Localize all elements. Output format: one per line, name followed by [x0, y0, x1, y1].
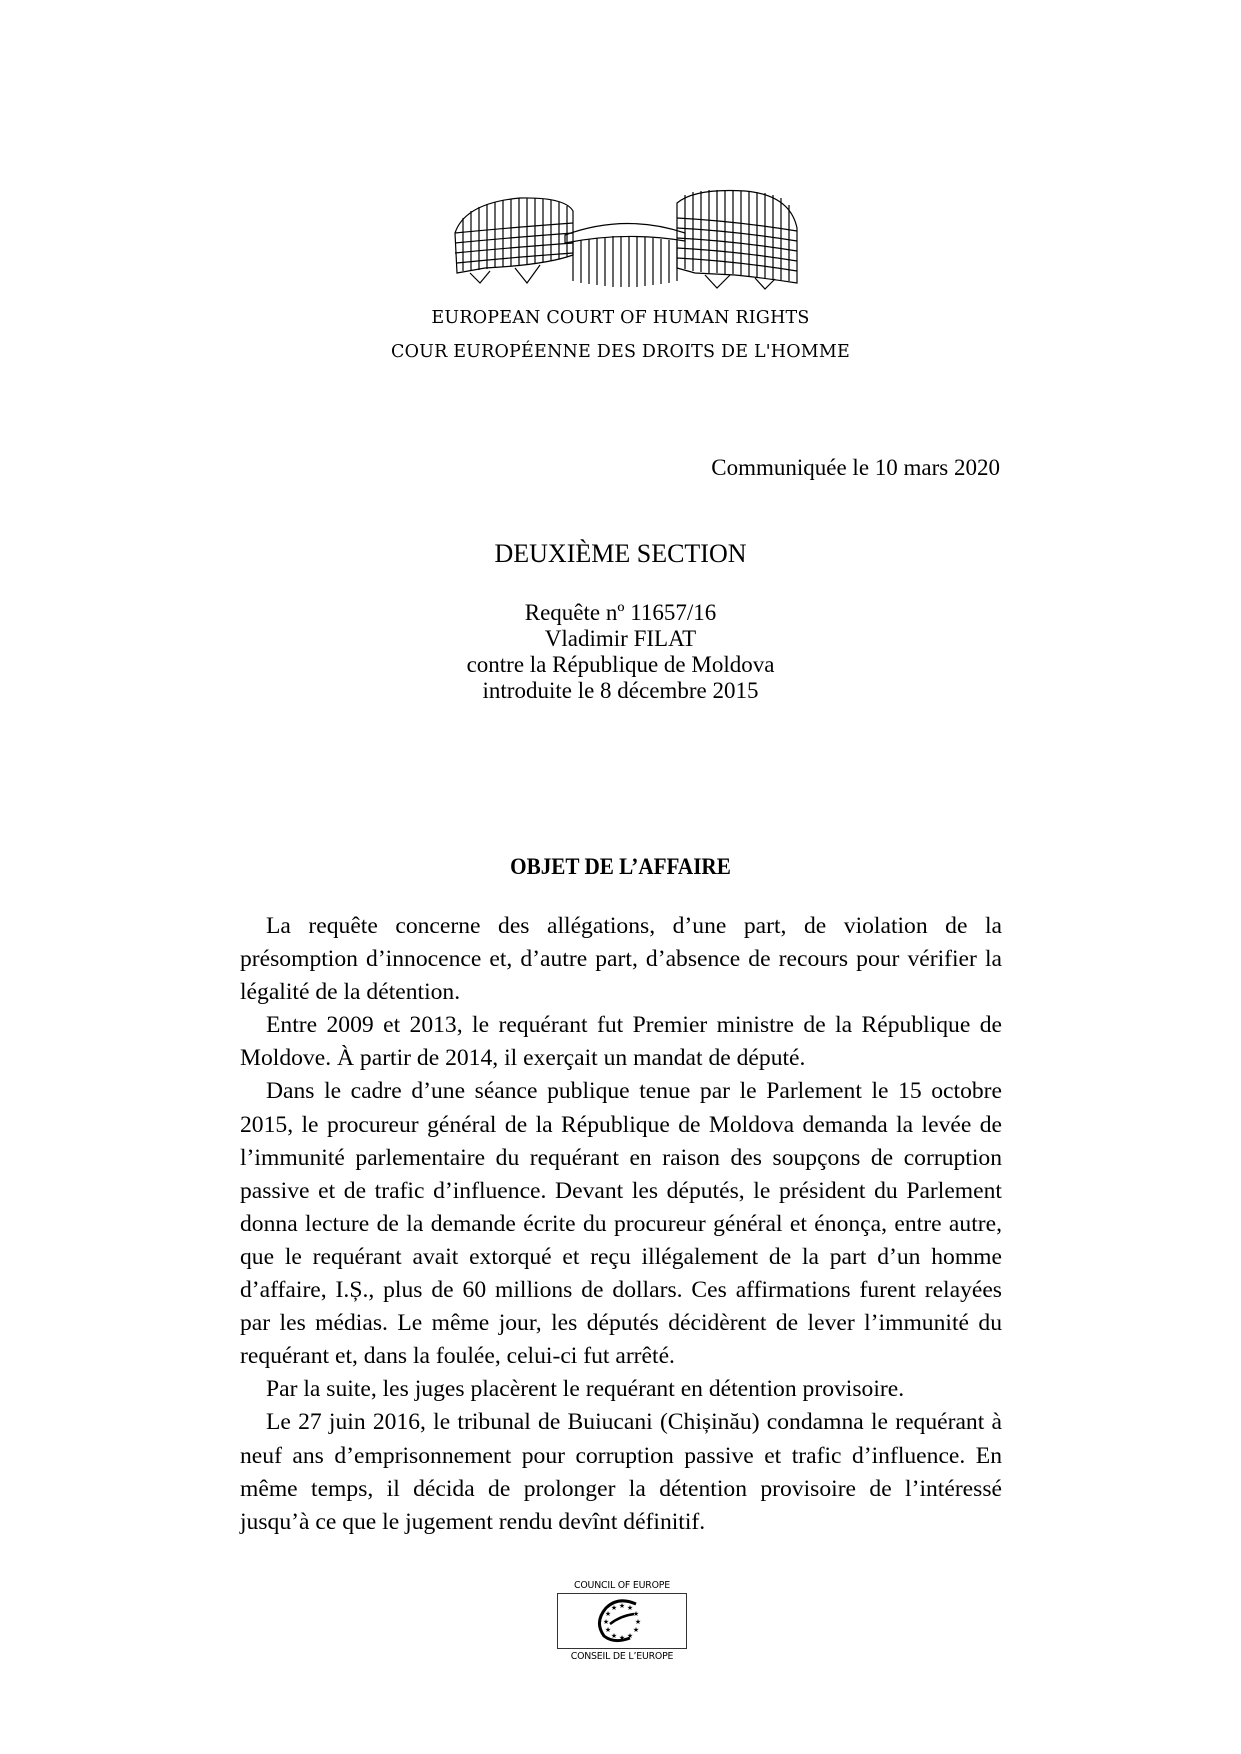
svg-text:★: ★	[610, 1632, 618, 1640]
paragraph: Le 27 juin 2016, le tribunal de Buiucani (Chișinău) condamna le requérant à neuf ans d’emprisonnement pour corruption passive et trafic d’influence. En même temps, il décida de prolonger la détention provisoire de l’intéressé jusqu’à ce que le jugement rendu devînt définitif.	[240, 1409, 1002, 1535]
court-building-icon	[445, 183, 807, 291]
respondent-state: contre la République de Moldova	[466, 652, 775, 677]
paragraph: Entre 2009 et 2013, le requérant fut Premier ministre de la République de Moldove. À partir de 2014, il exerçait un mandat de député.	[240, 1012, 1002, 1072]
paragraph: Par la suite, les juges placèrent le requérant en détention provisoire.	[266, 1376, 905, 1403]
objet-heading: OBJET DE L’AFFAIRE	[510, 854, 731, 879]
svg-text:★: ★	[632, 1626, 640, 1634]
objet-body	[240, 910, 1002, 1539]
council-name-en: COUNCIL OF EUROPE	[574, 1580, 670, 1591]
svg-text:★: ★	[634, 1618, 642, 1626]
svg-text:★: ★	[604, 1610, 612, 1618]
paragraph: La requête concerne des allégations, d’une part, de violation de la présomption d’innocence et, d’autre part, d’absence de recours pour vérifier la légalité de la détention.	[240, 913, 1002, 1006]
svg-text:★: ★	[626, 1604, 634, 1612]
svg-text:★: ★	[610, 1604, 618, 1612]
svg-text:★: ★	[602, 1618, 610, 1626]
svg-text:★: ★	[618, 1602, 626, 1610]
communique-date: Communiquée le 10 mars 2020	[711, 455, 1000, 480]
section-title: DEUXIÈME SECTION	[494, 539, 747, 568]
council-of-europe-logo-icon	[557, 1593, 687, 1649]
svg-text:★: ★	[626, 1632, 634, 1640]
svg-text:★: ★	[604, 1626, 612, 1634]
court-name-en: EUROPEAN COURT OF HUMAN RIGHTS	[431, 308, 810, 328]
application-number: Requête nº 11657/16	[524, 600, 717, 625]
svg-text:★: ★	[618, 1634, 626, 1642]
council-of-europe-logo	[557, 1580, 687, 1662]
lodged-date: introduite le 8 décembre 2015	[482, 678, 759, 703]
paragraph: Dans le cadre d’une séance publique tenue par le Parlement le 15 octobre 2015, le procureur général de la République de Moldova demanda la levée de l’immunité parlementaire du requérant en raison des soupçons de corruption passive et de trafic d’influence. Devant les députés, le président du Parlement donna lecture de la demande écrite du procureur général et énonça, entre autre, que le requérant avait extorqué et reçu illégalement de la part d’un homme d’affaire, I.Ș., plus de 60 millions de dollars. Ces affirmations furent relayées par les médias. Le même jour, les députés décidèrent de lever l’immunité du requérant et, dans la foulée, celui-ci fut arrêté.	[240, 1078, 1002, 1370]
court-name-fr: COUR EUROPÉENNE DES DROITS DE L'HOMME	[390, 342, 851, 362]
applicant-name: Vladimir FILAT	[544, 626, 697, 651]
svg-text:★: ★	[632, 1610, 640, 1618]
council-name-fr: CONSEIL DE L’EUROPE	[570, 1651, 674, 1662]
